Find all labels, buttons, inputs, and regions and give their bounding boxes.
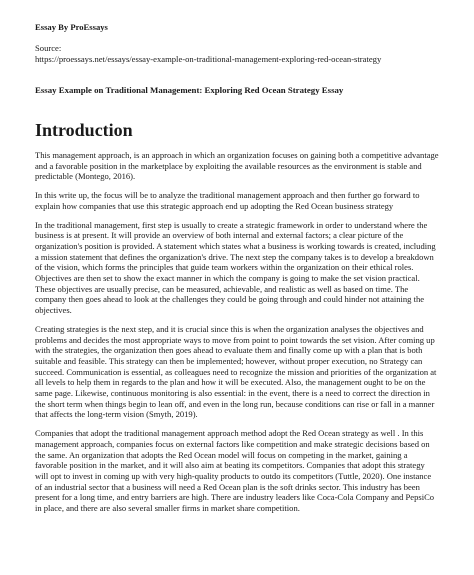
source-url-link[interactable]: https://proessays.net/essays/essay-example-on-traditional-management-exploring-red-ocean-strategy	[35, 54, 382, 64]
paragraph-5: Companies that adopt the traditional management approach method adopt the Red Ocean strategy as well . In this management approach, companies focus on external factors like competition and make strategic decisions based on the same. An organization that adopts the Red Ocean model will focus on competing in the market, gaining a favorable position in the market, and it will also aim at beating its competitors. Companies that adopt this strategy will opt to invest in coming up with very high-quality products to outdo its competitors (Tuttle, 2020). One instance of an industrial sector that a business will need a Red Ocean plan is the soft drinks sector. This industry has been present for a long time, and entry barriers are high. There are industry leaders like Coca-Cola Company and PepsiCo in place, and there are also several smaller firms in market share competition.	[35, 428, 435, 514]
source-label: Source:	[35, 43, 62, 53]
essay-by-line: Essay By ProEssays	[35, 22, 108, 32]
paragraph-2: In this write up, the focus will be to analyze the traditional management approach and then further go forward to explain how companies that use this strategic approach end up adopting the Red Ocean business strategy	[35, 190, 420, 211]
document-title: Essay Example on Traditional Management: Exploring Red Ocean Strategy Essay	[35, 85, 344, 95]
paragraph-3: In the traditional management, first step is usually to create a strategic framework in order to understand where the business is at present. It will provide an overview of both internal and external factors; a clear picture of the organization's position is provided. A statement which states what a business is working towards is created, including a mission statement that defines the organization's drive. The next step the company takes is to develop a breakdown of the vision, which forms the principles that guide team workers within the organization on their ethical roles. Objectives are then set to show the exact manner in which the company is going to make the set vision practical. These objectives are usually precise, can be measured, achievable, and realistic as well as based on time. The company then goes ahead to look at the challenges they could be going through and could hinder not attaining the objectives.	[35, 219, 436, 316]
paragraph-4: Creating strategies is the next step, and it is crucial since this is when the organization analyses the objectives and problems and decides the most appropriate ways to move from point to point towards the set vision. After coming up with the strategies, the organization then goes ahead to evaluate them and finally come up with a plan that is both suitable and feasible. This strategy can then be implemented; however, without proper execution, no Strategy can succeed. Communication is essential, as colleagues need to recognize the mission and priorities of the organization at all levels to help them in regards to the plan and how it will be executed. Also, the management ought to be on the same page. Likewise, continuous monitoring is also essential: in the event, there is a need to correct the direction in the short term when things begin to lean off, and even in the long run, because conditions can rise or fall in a manner that affects the long-term vision (Smyth, 2019).	[35, 323, 437, 420]
section-heading-introduction: Introduction	[35, 120, 133, 140]
paragraph-1: This management approach, is an approach in which an organization focuses on gaining both a competitive advantage and a favorable position in the marketplace by exploiting the available resources as the environment is stable and predictable (Montego, 2016).	[35, 150, 439, 182]
source-block	[35, 43, 439, 65]
